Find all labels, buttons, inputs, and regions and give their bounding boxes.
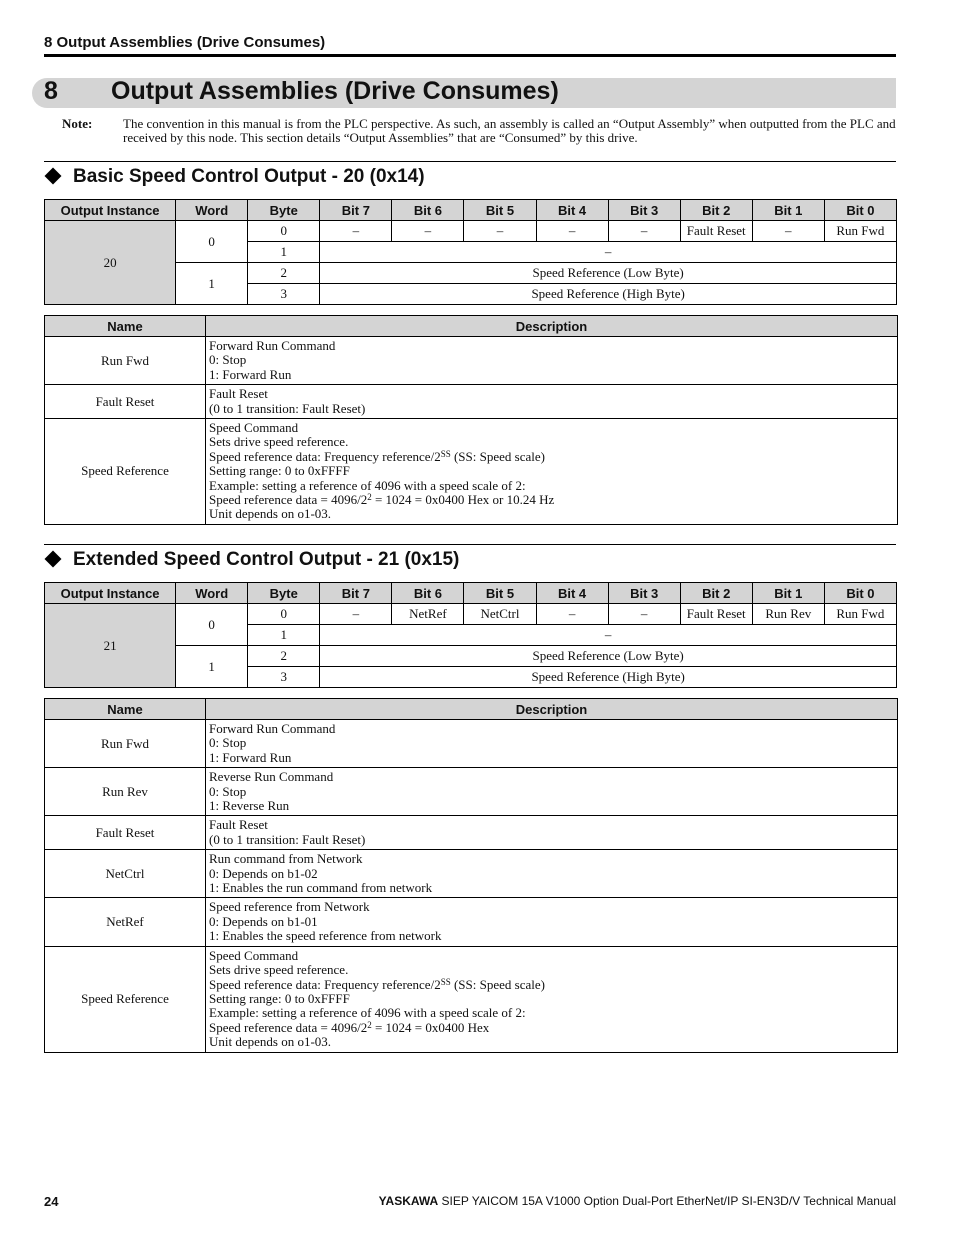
header-cell: Bit 2 xyxy=(680,583,752,604)
table-row xyxy=(45,604,897,625)
name-cell: Fault Reset xyxy=(45,385,206,419)
description-line: Example: setting a reference of 4096 with a speed scale of 2: xyxy=(209,1005,526,1021)
bit-cell: – xyxy=(752,221,824,242)
description-line: 0: Depends on b1-02 xyxy=(209,865,318,881)
description-cell xyxy=(206,898,898,946)
page-number: 24 xyxy=(44,1194,59,1209)
footer-title: SIEP YAICOM 15A V1000 Option Dual-Port EtherNet/IP SI-EN3D/V Technical Manual xyxy=(438,1194,896,1208)
header-cell: Bit 7 xyxy=(320,583,392,604)
name-cell: Fault Reset xyxy=(45,816,206,850)
section-heading xyxy=(44,166,425,188)
name-cell: NetRef xyxy=(45,898,206,946)
description-line: Example: setting a reference of 4096 with a speed scale of 2: xyxy=(209,477,526,493)
table-row xyxy=(45,419,898,525)
byte-value-cell: Speed Reference (Low Byte) xyxy=(320,646,897,667)
description-cell xyxy=(206,768,898,816)
description-line: Fault Reset xyxy=(209,817,268,833)
byte-value-cell: – xyxy=(320,242,897,263)
instance-cell: 21 xyxy=(45,604,176,688)
byte-value-cell: – xyxy=(320,625,897,646)
header-cell: Bit 5 xyxy=(464,583,536,604)
name-cell: Run Rev xyxy=(45,768,206,816)
byte-cell: 0 xyxy=(248,221,320,242)
description-cell xyxy=(206,720,898,768)
footer-brand: YASKAWA xyxy=(378,1194,439,1208)
description-line: Speed Command xyxy=(209,420,299,436)
description-line: (0 to 1 transition: Fault Reset) xyxy=(209,831,366,847)
section-title: Basic Speed Control Output - 20 (0x14) xyxy=(73,166,425,187)
header-cell: Word xyxy=(176,200,248,221)
description-line: Setting range: 0 to 0xFFFF xyxy=(209,990,350,1006)
name-cell: Run Fwd xyxy=(45,337,206,385)
footer-text xyxy=(379,1194,896,1208)
description-line: 1: Forward Run xyxy=(209,366,292,382)
header-cell: Bit 0 xyxy=(824,200,896,221)
description-line: 1: Enables the run command from network xyxy=(209,880,433,896)
description-table xyxy=(44,698,898,1053)
header-cell: Description xyxy=(206,316,898,337)
diamond-icon xyxy=(45,550,62,567)
name-cell: Speed Reference xyxy=(45,946,206,1052)
header-cell: Bit 1 xyxy=(752,583,824,604)
table-row xyxy=(45,768,898,816)
table-row xyxy=(45,337,898,385)
description-cell xyxy=(206,419,898,525)
header-cell: Byte xyxy=(248,200,320,221)
byte-value-cell: Speed Reference (Low Byte) xyxy=(320,263,897,284)
table-row xyxy=(45,385,898,419)
header-cell: Bit 7 xyxy=(320,200,392,221)
description-cell xyxy=(206,816,898,850)
description-line: 1: Enables the speed reference from network xyxy=(209,928,442,944)
bit-cell: – xyxy=(464,221,536,242)
byte-cell: 1 xyxy=(248,625,320,646)
section-rule xyxy=(44,161,896,162)
description-line: 0: Stop xyxy=(209,352,247,368)
byte-value-cell: Speed Reference (High Byte) xyxy=(320,667,897,688)
description-line: 0: Depends on b1-01 xyxy=(209,913,318,929)
word-cell: 0 xyxy=(176,221,248,263)
description-line: Forward Run Command xyxy=(209,338,336,353)
table-header-row xyxy=(45,583,897,604)
header-cell: Word xyxy=(176,583,248,604)
description-line: Run command from Network xyxy=(209,851,363,867)
word-cell: 1 xyxy=(176,646,248,688)
bit-table xyxy=(44,582,897,688)
description-cell xyxy=(206,850,898,898)
table-row xyxy=(45,816,898,850)
header-cell: Bit 2 xyxy=(680,200,752,221)
description-cell xyxy=(206,946,898,1052)
table-row xyxy=(45,850,898,898)
description-line: Speed reference data: Frequency reference/$2^{SS}$ (SS: Speed scale) xyxy=(209,976,545,992)
description-line: 1: Forward Run xyxy=(209,749,292,765)
description-line: 0: Stop xyxy=(209,783,247,799)
description-line: Fault Reset xyxy=(209,386,268,402)
header-cell: Byte xyxy=(248,583,320,604)
byte-cell: 3 xyxy=(248,667,320,688)
chapter-number: 8 xyxy=(44,77,58,105)
word-cell: 0 xyxy=(176,604,248,646)
bit-cell: NetRef xyxy=(392,604,464,625)
description-line: Speed Command xyxy=(209,947,299,963)
section-heading xyxy=(44,549,459,571)
header-cell: Bit 5 xyxy=(464,200,536,221)
header-cell: Bit 1 xyxy=(752,200,824,221)
running-header: 8 Output Assemblies (Drive Consumes) xyxy=(44,34,326,51)
header-cell: Bit 6 xyxy=(392,583,464,604)
note-label: Note: xyxy=(62,116,93,131)
header-cell: Bit 3 xyxy=(608,583,680,604)
bit-cell: – xyxy=(536,604,608,625)
description-line: Setting range: 0 to 0xFFFF xyxy=(209,463,350,479)
chapter-title: Output Assemblies (Drive Consumes) xyxy=(111,77,559,105)
byte-cell: 2 xyxy=(248,646,320,667)
description-line: Unit depends on o1-03. xyxy=(209,1034,332,1050)
bit-cell: – xyxy=(320,221,392,242)
byte-cell: 3 xyxy=(248,284,320,305)
description-line: Reverse Run Command xyxy=(209,769,334,785)
header-cell: Bit 4 xyxy=(536,583,608,604)
bit-cell: Fault Reset xyxy=(680,221,752,242)
byte-cell: 0 xyxy=(248,604,320,625)
header-rule xyxy=(44,54,896,57)
bit-table xyxy=(44,199,897,305)
note-text: The convention in this manual is from the PLC perspective. As such, an assembly is called an “Output Assembly” when outputted from the PLC and received by this node. This section details “Output Assemblies” that are “Consumed” by this drive. xyxy=(123,116,896,145)
table-header-row xyxy=(45,316,898,337)
bit-cell: NetCtrl xyxy=(464,604,536,625)
description-line: (0 to 1 transition: Fault Reset) xyxy=(209,400,366,416)
bit-cell: – xyxy=(608,221,680,242)
description-table xyxy=(44,315,898,525)
header-cell: Bit 4 xyxy=(536,200,608,221)
diamond-icon xyxy=(45,167,62,184)
bit-cell: Run Fwd xyxy=(824,604,896,625)
table-header-row xyxy=(45,699,898,720)
word-cell: 1 xyxy=(176,263,248,305)
description-line: 0: Stop xyxy=(209,735,247,751)
bit-cell: – xyxy=(608,604,680,625)
bit-cell: – xyxy=(320,604,392,625)
byte-value-cell: Speed Reference (High Byte) xyxy=(320,284,897,305)
description-line: Unit depends on o1-03. xyxy=(209,506,332,522)
name-cell: Speed Reference xyxy=(45,419,206,525)
description-cell xyxy=(206,385,898,419)
description-line: Forward Run Command xyxy=(209,721,336,736)
table-row xyxy=(45,221,897,242)
table-header-row xyxy=(45,200,897,221)
description-line: Speed reference data = $4096/2^2 = 1024 = 0x0400$ Hex xyxy=(209,1019,490,1035)
description-line: 1: Reverse Run xyxy=(209,798,290,814)
header-cell: Name xyxy=(45,699,206,720)
header-cell: Bit 6 xyxy=(392,200,464,221)
header-cell: Bit 0 xyxy=(824,583,896,604)
description-line: Speed reference data = $4096/2^2 = 1024 = 0x0400$ Hex or 10.24 Hz xyxy=(209,492,555,508)
description-line: Speed reference data: Frequency reference/$2^{SS}$ (SS: Speed scale) xyxy=(209,448,545,464)
bit-cell: – xyxy=(536,221,608,242)
section-rule xyxy=(44,544,896,545)
section-title: Extended Speed Control Output - 21 (0x15) xyxy=(73,549,460,570)
description-line: Sets drive speed reference. xyxy=(209,434,349,450)
instance-cell: 20 xyxy=(45,221,176,305)
table-row xyxy=(45,898,898,946)
bit-cell: Run Rev xyxy=(752,604,824,625)
description-line: Sets drive speed reference. xyxy=(209,962,349,978)
header-cell: Output Instance xyxy=(45,583,176,604)
byte-cell: 2 xyxy=(248,263,320,284)
header-cell: Bit 3 xyxy=(608,200,680,221)
description-line: Speed reference from Network xyxy=(209,899,370,915)
header-cell: Name xyxy=(45,316,206,337)
bit-cell: Fault Reset xyxy=(680,604,752,625)
bit-cell: – xyxy=(392,221,464,242)
description-cell xyxy=(206,337,898,385)
byte-cell: 1 xyxy=(248,242,320,263)
name-cell: NetCtrl xyxy=(45,850,206,898)
name-cell: Run Fwd xyxy=(45,720,206,768)
bit-cell: Run Fwd xyxy=(824,221,896,242)
table-row xyxy=(45,720,898,768)
header-cell: Description xyxy=(206,699,898,720)
table-row xyxy=(45,946,898,1052)
header-cell: Output Instance xyxy=(45,200,176,221)
